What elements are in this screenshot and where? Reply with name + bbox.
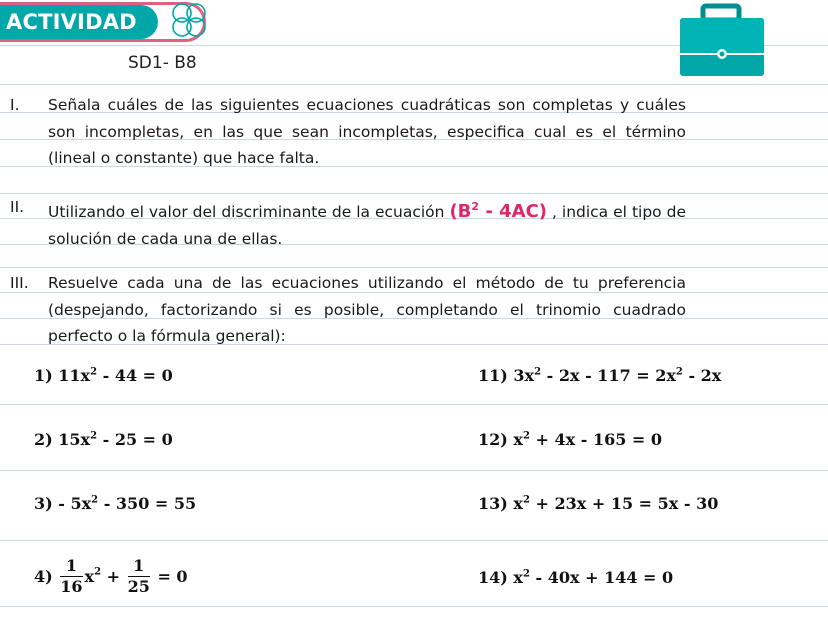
equation-term: - 5x [58,494,92,513]
exponent: 2 [94,566,102,578]
equation-term: 15x [58,430,91,449]
fraction-numerator: 1 [128,556,150,577]
equation-term: - 2x [682,366,722,385]
equation-number: 14) [478,568,508,587]
equation-11 [478,366,721,385]
instruction-number: I. [10,96,20,114]
instruction-text: Resuelve cada una de las ecuaciones utilizando el método de tu preferencia (despejando, factorizando si es posible, completando el trinomio cuadrado perfecto o la fórmula general): [48,274,686,345]
equation-term: - 2x - 117 = 2x [541,366,676,385]
instruction-2 [10,194,686,252]
equation-number: 12) [478,430,508,449]
fraction-denominator: 25 [127,577,150,596]
equation-14 [478,568,673,587]
exponent: 2 [90,430,98,442]
fraction [128,556,150,597]
exponent: 2 [90,366,98,378]
equation-1 [34,366,173,385]
exponent: 2 [522,494,530,506]
fraction [60,556,82,597]
ruled-line [0,404,828,405]
exponent: 2 [522,430,530,442]
ruled-line [0,267,828,268]
equation-number: 2) [34,430,53,449]
activity-title: ACTIVIDAD 6 [0,5,158,39]
equation-term: x [513,430,523,449]
ruled-line [0,470,828,471]
formula-rest: - 4AC) [479,201,548,222]
equation-term: = 0 [151,567,188,586]
equation-number: 11) [478,366,508,385]
equation-term: x [513,494,523,513]
equation-term: 3x [513,366,535,385]
exponent: 2 [91,494,99,506]
instruction-number: II. [10,198,25,216]
instruction-text-after: , indica el tipo de solución de cada una de ellas. [48,203,686,248]
equation-number: 3) [34,494,53,513]
exponent: 2 [522,568,530,580]
ruled-line [0,84,828,85]
equation-term: + [101,567,126,586]
equation-term: x [513,568,523,587]
equation-13 [478,494,718,513]
sequence-code: SD1- B8 [128,53,197,73]
instruction-text: Señala cuáles de las siguientes ecuaciones cuadráticas son completas y cuáles son incompletas, en las que sean incompletas, especifica cual es el término (lineal o constante) que hace falta. [48,96,686,167]
fraction-numerator: 1 [60,556,82,577]
exponent: 2 [675,366,683,378]
equation-term: + 4x - 165 = 0 [529,430,663,449]
equation-term: 11x [58,366,91,385]
equation-term: x [84,567,95,586]
equation-3 [34,494,196,513]
briefcase-icon [676,0,772,82]
equation-number: 4) [34,567,53,586]
ruled-line [0,540,828,541]
formula-exponent: 2 [471,200,480,213]
equation-term: - 40x + 144 = 0 [529,568,674,587]
equation-term: - 25 = 0 [97,430,173,449]
instruction-number: III. [10,274,29,292]
equation-2 [34,430,173,449]
formula-b: (B [449,201,472,222]
flower-icon [160,2,216,42]
instruction-1 [10,92,686,172]
equation-term: - 350 = 55 [98,494,197,513]
ruled-line [0,606,828,607]
equation-number: 1) [34,366,53,385]
equation-12 [478,430,662,449]
instruction-text [48,194,686,252]
fraction-denominator: 16 [60,577,83,596]
equation-term: + 23x + 15 = 5x - 30 [529,494,719,513]
exponent: 2 [534,366,542,378]
instruction-3 [10,270,686,350]
equation-4 [34,556,188,597]
equation-number: 13) [478,494,508,513]
instruction-text-before: Utilizando el valor del discriminante de la ecuación [48,203,445,221]
discriminant-formula [449,201,547,222]
equation-term: - 44 = 0 [97,366,173,385]
